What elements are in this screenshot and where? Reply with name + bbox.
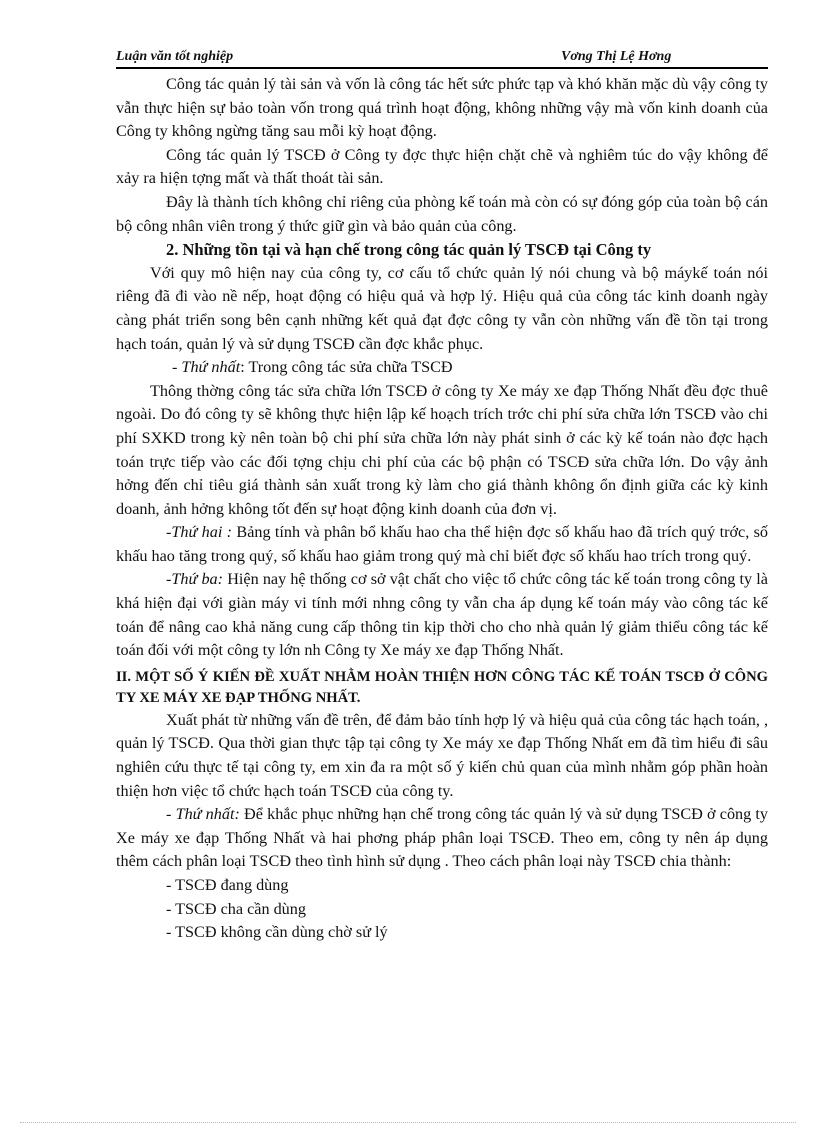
paragraph-achievement: Đây là thành tích không chỉ riêng của phòng kế toán mà còn có sự đóng góp của toàn bộ cán bộ công nhân viên trong ý thức giữ gìn và bảo quản của công. <box>116 192 768 235</box>
third-issue-label: -Thứ ba: <box>166 570 224 589</box>
third-issue-text: Hiện nay hệ thống cơ sở vật chất cho việc tổ chức công tác kế toán trong công ty là khá hiện đại với giàn máy vi tính mới nhng công ty vẫn cha áp dụng kế toán máy vào công tác kế toán để nâng cao khả năng cung cấp thông tin kịp thời cho cho nhà quản lý giảm thiểu công tác kế toán đối với một công ty lớn nh Công ty Xe máy xe đạp Thống Nhất. <box>116 570 768 660</box>
paragraph-first-issue <box>116 356 768 380</box>
paragraph-fixed-asset-control: Công tác quản lý TSCĐ ở Công ty đợc thực hiện chặt chẽ và nghiêm túc do vậy không để xảy ra hiện tợng mất và thất thoát tài sản. <box>116 145 768 188</box>
paragraph-current-scale: Với quy mô hiện nay của công ty, cơ cấu tổ chức quản lý nói chung và bộ máykế toán nói riêng đã đi vào nề nếp, hoạt động có hiệu quả và hợp lý. Hiệu quả của công tác kinh doanh ngày càng phát triển song bên cạnh những kết quả đạt đợc công ty vẫn còn những vấn đề tồn tại trong hạch toán, quản lý và sử dụng TSCĐ cần đợc khắc phục. <box>116 263 768 353</box>
classification-list <box>116 874 768 945</box>
list-item: - TSCĐ không cần dùng chờ sử lý <box>166 923 388 942</box>
paragraph-asset-management: Công tác quản lý tài sản và vốn là công tác hết sức phức tạp và khó khăn mặc dù vậy công ty vẫn thực hiện sự bảo toàn vốn trong quá trình hoạt động, không những vậy mà vốn kinh doanh của Công ty không ngừng tăng sau mỗi kỳ hoạt động. <box>116 75 768 141</box>
first-proposal-label: - Thứ nhất: <box>166 805 240 824</box>
header-thesis-label: Luận văn tốt nghiệp <box>116 49 234 64</box>
second-issue-text: Bảng tính và phân bổ khấu hao cha thể hiện đợc số khấu hao đã trích quý trớc, số khấu hao tăng trong quý, số khấu hao giảm trong quý mà chỉ biết đợc số khấu hao trích trong quý. <box>116 523 768 565</box>
list-item: - TSCĐ đang dùng <box>166 876 289 894</box>
header-author-name: Vơng Thị Lệ Hơng <box>561 49 672 64</box>
document-body <box>116 73 768 945</box>
paragraph-third-issue <box>116 568 768 662</box>
paragraph-proposals-intro: Xuất phát từ những vấn đề trên, để đảm bảo tính hợp lý và hiệu quả của công tác hạch toán, , quản lý TSCĐ. Qua thời gian thực tập tại công ty Xe máy xe đạp Thống Nhất em đã tìm hiểu đi sâu nghiên cứu thực tế tại công ty, em xin đa ra một số ý kiến chủ quan của mình nhằm góp phần hoàn thiện hơn việc tổ chức hạch toán TSCĐ của công ty. <box>116 710 768 800</box>
list-item: - TSCĐ cha cần dùng <box>166 899 306 918</box>
second-issue-label: -Thứ hai : <box>166 523 233 542</box>
section-2-heading: 2. Những tồn tại và hạn chế trong công tác quản lý TSCĐ tại Công ty <box>166 240 652 260</box>
section-II-heading: II. MỘT SỐ Ý KIẾN ĐỀ XUẤT NHẰM HOÀN THIỆN HƠN CÔNG TÁC KẾ TOÁN TSCĐ Ở CÔNG TY XE MÁY XE ĐẠP THỐNG NHẤT. <box>116 668 768 706</box>
page-header <box>116 49 768 69</box>
paragraph-first-proposal <box>116 803 768 874</box>
paragraph-repair-costs: Thông thờng công tác sửa chữa lớn TSCĐ ở công ty Xe máy xe đạp Thống Nhất đều đợc thuê ngoài. Do đó công ty sẽ không thực hiện lập kế hoạch trích trớc chi phí sửa chữa lớn TSCĐ vào chi phí SXKD trong kỳ nên toàn bộ chi phí sửa chữa lớn này phát sinh ở các kỳ kế toán nào đợc hạch toán trực tiếp vào các đối tợng chịu chi phí của các bộ phận có TSCĐ sửa chữa lớn. Do vậy ảnh hởng đến chỉ tiêu giá thành sản xuất trong kỳ làm cho giá thành không ổn định giữa các kỳ kinh doanh, ảnh hởng không tốt đến sự hoạt động kinh doanh của đơn vị. <box>116 381 768 518</box>
paragraph-second-issue <box>116 521 768 568</box>
first-issue-text: : Trong công tác sửa chữa TSCĐ <box>240 358 453 377</box>
first-issue-label: - Thứ nhất <box>172 358 241 377</box>
first-proposal-text: Để khắc phục những hạn chế trong công tác quản lý và sử dụng TSCĐ ở công ty Xe máy xe đạp Thống Nhất và hai phơng pháp phân loại TSCĐ. Theo em, công ty nên áp dụng thêm cách phân loại TSCĐ theo tình hình sử dụng . Theo cách phân loại này TSCĐ chia thành: <box>116 805 768 871</box>
